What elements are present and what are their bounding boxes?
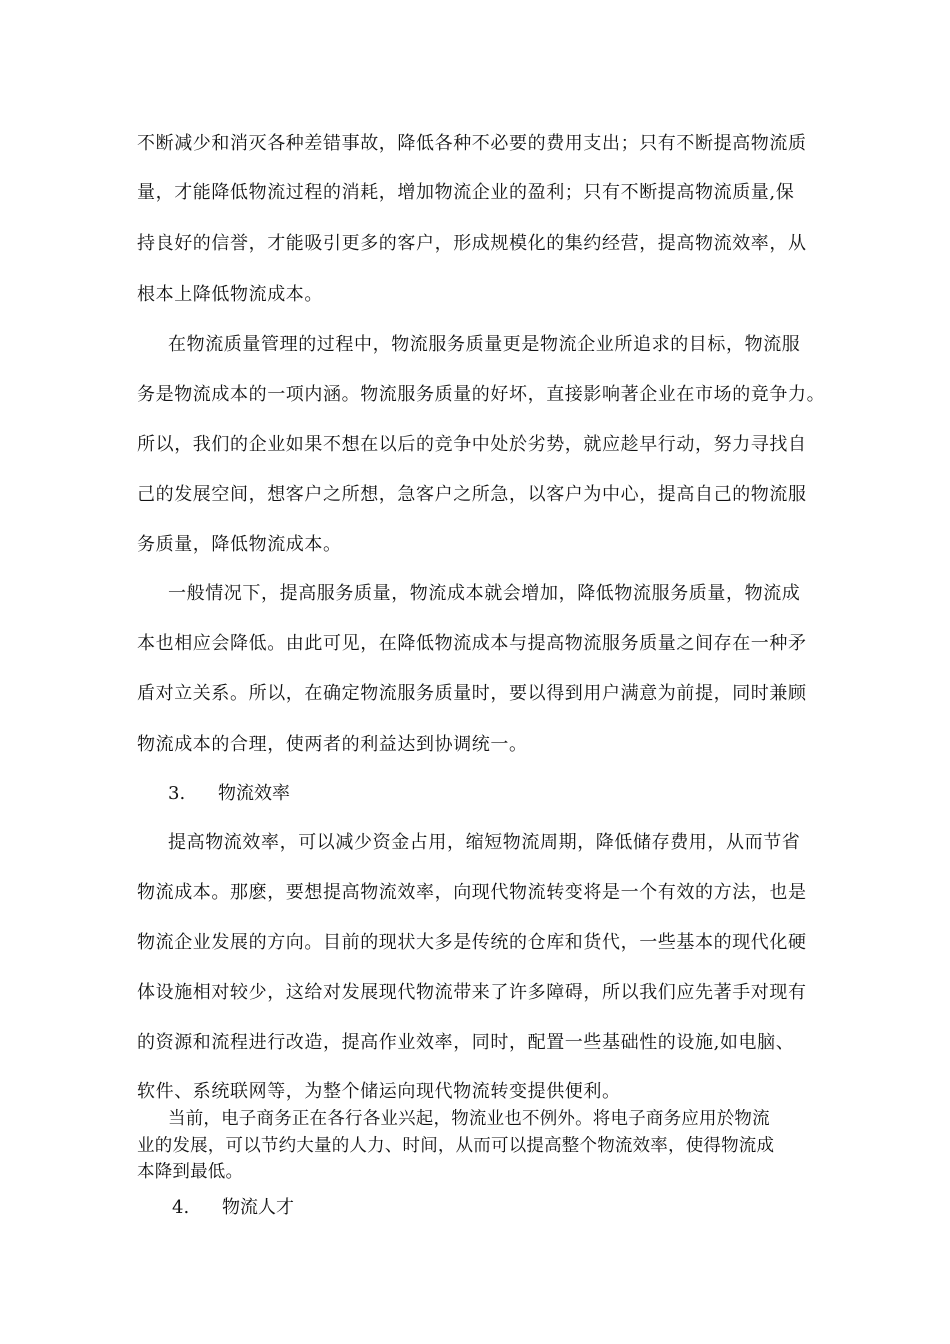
text-line: 量，才能降低物流过程的消耗，增加物流企业的盈利；只有不断提高物流质量,保	[137, 182, 795, 203]
text-line: 持良好的信誉，才能吸引更多的客户，形成规模化的集约经营，提高物流效率，从	[137, 233, 807, 254]
text-line: 所以，我们的企业如果不想在以后的竞争中处於劣势，就应趁早行动，努力寻找自	[137, 434, 807, 455]
text-line: 一般情况下，提高服务质量，物流成本就会增加，降低物流服务质量，物流成	[168, 583, 801, 604]
text-line: 体设施相对较少，这给对发展现代物流带来了许多障碍，所以我们应先著手对现有	[137, 982, 807, 1003]
text-line: 不断减少和消灭各种差错事故，降低各种不必要的费用支出；只有不断提高物流质	[137, 133, 807, 154]
heading-number: 4.	[172, 1197, 190, 1218]
text-line: 务质量，降低物流成本。	[137, 534, 342, 555]
text-line: 根本上降低物流成本。	[137, 284, 323, 305]
text-line: 本也相应会降低。由此可见，在降低物流成本与提高物流服务质量之间存在一种矛	[137, 633, 807, 654]
text-line: 提高物流效率，可以减少资金占用，缩短物流周期，降低储存费用，从而节省	[168, 832, 801, 853]
text-line: 盾对立关系。所以，在确定物流服务质量时，要以得到用户满意为前提，同时兼顾	[137, 683, 807, 704]
text-line: 物流成本的合理，使两者的利益达到协调统一。	[137, 734, 528, 755]
text-line: 物流成本。那麽，要想提高物流效率，向现代物流转变将是一个有效的方法，也是	[137, 882, 807, 903]
text-line: 本降到最低。	[137, 1162, 244, 1182]
text-line: 务是物流成本的一项内涵。物流服务质量的好坏，直接影响著企业在市场的竟争力。	[137, 384, 826, 405]
text-line: 的资源和流程进行改造，提高作业效率，同时，配置一些基础性的设施,如电脑、	[137, 1032, 795, 1053]
heading-title: 物流人才	[222, 1197, 294, 1218]
text-line: 软件、系统联网等，为整个储运向现代物流转变提供便利。	[137, 1081, 621, 1102]
text-line: 当前，电子商务正在各行各业兴起，物流业也不例外。将电子商务应用於物流	[168, 1109, 770, 1129]
heading-number: 3.	[168, 783, 186, 804]
text-line: 在物流质量管理的过程中，物流服务质量更是物流企业所追求的目标，物流服	[168, 334, 801, 355]
text-line: 业的发展，可以节约大量的人力、时间，从而可以提高整个物流效率，使得物流成	[137, 1136, 775, 1156]
text-line: 物流企业发展的方向。目前的现状大多是传统的仓库和货代，一些基本的现代化硬	[137, 932, 807, 953]
heading-title: 物流效率	[218, 783, 290, 804]
text-line: 己的发展空间，想客户之所想，急客户之所急，以客户为中心，提高自己的物流服	[137, 484, 807, 505]
